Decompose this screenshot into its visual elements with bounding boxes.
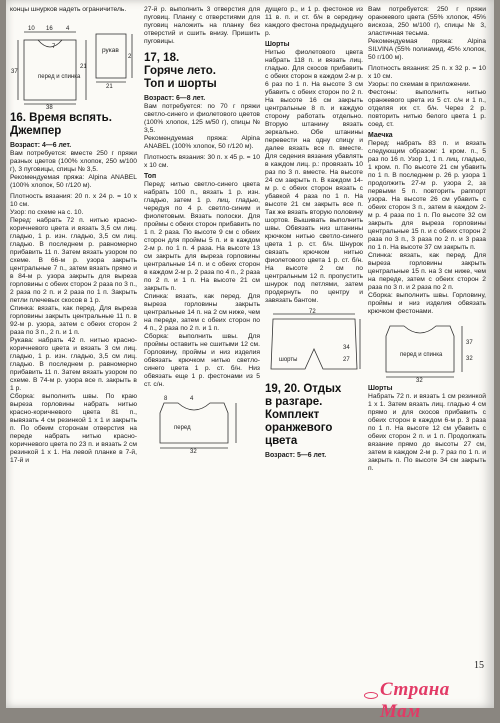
- title-line: 17, 18.: [144, 52, 180, 64]
- column-2: [144, 0, 260, 456]
- dim-label: 32: [466, 356, 473, 363]
- diagram-top: [144, 393, 260, 456]
- yarn-text: Рекомендуемая пряжа: Alpina ANABEL (100% хлопок, 50 г/120 м).: [144, 135, 260, 151]
- watermark-text: Страна Мам: [380, 679, 450, 722]
- section-title: [10, 112, 137, 138]
- age-line: Возраст: 4—6 лет.: [10, 142, 72, 149]
- front-text: Перед: нитью светло-синего цвета набрать 100 п., вязать 1 р. изн. гладью, затем 1 р. лиц. гладью, чередуя по 4 р. светло-синим и фиолетовым. Вязать полоски. Для проймы с обеих сторон прибавить по 1 п. 2 раза. По высоте 9 см с обеих сторон для проймы 5 п. и в каждом 2-м р. по 1 п. 4 раза. На высоте 13 см закрыть для выреза горловины центральные 14 п. и с обеих сторон в каждом 2-м р. 2 раза по 4 п., 2 раза по 2 п. и 1 п. На высоте 21 см закрыть п.: [144, 181, 260, 293]
- page-number: 15: [474, 660, 484, 671]
- dim-label: 8: [164, 396, 168, 403]
- shorts-text: Нитью фиолетового цвета набрать 118 п. и вязать лиц. гладью. Для скосов прибавить с обеих сторон в каждом 2-м р. 6 раз по 1 п. На высоте 3 см убавить с обеих сторон по 2 п. На высоте 16 см закрыть центральные 8 п. и каждую сторону работать отдельно. Вторую штанину вязать зеркально. Обе штанины перевести на одну спицу и далее вязать все п. вместе. Для седения вязания убавлять в каждом лиц. р.: провязать 10 раз по 3 п. вместе. На высоте 24 см закрыть п. В каждом 14-м р. с обеих сторон вязать с убавкой 4 раза по 1 п. На высоте 21 см закрыть все п. Так же вязать вторую половину шортов. Вышивать выполнить швы. Обвязать низ штанины крючком нитью светло-синего цвета 1 р. ст. б/н. Шнурок связать крючком нитью фиолетового цвета 1 р. ст. б/н. На высоте 2 см по центральным 12 п. пропустить шнурок под петлями, затем продернуть по центру и завязать бантом.: [265, 49, 363, 305]
- title-line: Горяче лето.: [144, 65, 216, 77]
- subsection-title: Шорты: [265, 41, 290, 48]
- materials-text: Вам потребуется: по 70 г пряжи светло-синего и фиолетового цветов (100% хлопок, 125 м/50 г), спицы № 3,5.: [144, 103, 260, 135]
- dim-label: 32: [416, 378, 423, 385]
- sleeve-label: рукав: [102, 47, 119, 54]
- yarn-text: Рекомендуемая пряжа: Alpina ANABEL (100% хлопок, 50 г/120 м).: [10, 174, 137, 190]
- dim-label: 27: [343, 357, 350, 364]
- dim-label: 16: [46, 26, 53, 32]
- column-4: [368, 0, 486, 473]
- continuation-text: дущего р., и 1 р. фестонов из 11 в. п. и ст. б/н в середину каждого фестона предыдущего р.: [265, 6, 363, 37]
- yarn-text: Рекомендуемая пряжа: Alpina SILVINA (55% полиамид, 45% хлопок, 50 г/100 м).: [368, 38, 486, 61]
- dim-label: 34: [343, 345, 350, 352]
- subsection-title: Топ: [144, 173, 157, 181]
- title-line: Джемпер: [10, 125, 62, 137]
- title-line: 16. Время вспять.: [10, 112, 112, 124]
- dim-label: 21: [80, 64, 87, 70]
- age-line: Возраст: 6—8 лет.: [144, 95, 206, 102]
- title-line: Комплект: [265, 409, 320, 422]
- dim-label: 37: [466, 340, 473, 347]
- subsection-title: Шорты: [368, 385, 393, 393]
- dim-label: 10: [28, 26, 35, 32]
- column-3: [265, 0, 363, 460]
- dim-label: 4: [66, 26, 70, 32]
- density-text: Плотность вязания: 25 п. х 32 р. = 10 х 10 см.: [368, 65, 486, 80]
- part-label: перед: [174, 425, 191, 432]
- assembly-text: Сборка: выполнить швы. Для проймы оставить не сшитыми 12 см. Горловину, проймы и низ изделия обвязать крючком нитью светло-синего цвета 1 р. ст. б/н. Низ обвязать еще 1 р. фестонами из 5 ст. с/н.: [144, 333, 260, 389]
- subsection-title: Маечка: [368, 132, 393, 139]
- materials-text: Вам потребуется: вместе 250 г пряжи разных цветов (100% хлопок, 250 м/100 г), 3 пуговицы, спицы № 3,5.: [10, 150, 137, 174]
- pattern-text: Узор: по схеме на с. 10.: [10, 209, 84, 217]
- assembly-text: Сборка: выполнить швы. По краю выреза горловины набрать нитью красно-коричневого цвета 81 п., вывязать 4 см резинкой 1 х 1 и закрыть п. По обеим сторонам отверстия на переде набрать нитью красно-коричневого цвета по 23 п. и вязать 2 см резинкой 1 х 1. На левой планке в 7-й, 17-й и: [10, 393, 137, 465]
- title-line: 19, 20. Отдых: [265, 383, 342, 396]
- density-text: Плотность вязания: 30 п. х 45 р. = 10 х 10 см.: [144, 154, 260, 170]
- part-label: перед и спинка: [38, 74, 81, 80]
- magazine-page: [6, 0, 494, 722]
- dim-label: 32: [190, 449, 197, 456]
- pattern-text: Узоры: по схемам в приложении.: [368, 81, 471, 88]
- part-label: перед и спинка: [400, 352, 443, 359]
- dim-label: 72: [309, 309, 316, 316]
- back-text: Спинка: вязать, как перед. Для выреза горловины закрыть центральные 15 п. на 3 см ниже, чем на переде, затем с обеих сторон 2 раза по 3 п. и 2 раза по 2 п.: [368, 252, 486, 292]
- dim-label: 37: [11, 69, 18, 75]
- dim-label: 4: [190, 396, 194, 403]
- dim-label: 2: [128, 54, 132, 60]
- column-1: [10, 0, 137, 465]
- assembly-text: Сборка: выполнить швы. Горловину, проймы и низ изделия обвязать крючком фестонами.: [368, 292, 486, 316]
- dim-label: 7: [52, 44, 56, 50]
- section-title: [144, 52, 260, 91]
- density-text: Плотность вязания: 20 п. х 24 р. = 10 х 10 см.: [10, 193, 137, 209]
- diagram-jumper: [10, 18, 137, 110]
- back-text: Спинка: вязать, как перед. Для выреза горловины закрыть центральные 11 п. в 92-м р. узора, затем с обеих сторон 2 раза по 3 п., 2 п. и 1 п.: [10, 305, 137, 337]
- festoons-text: Фестоны: выполнить нитью оранжевого цвета из 5 ст. с/н и 1 п., отделяя их ст. б/н. Через 2 р. повторить нитью белого цвета 1 р. соед. ст.: [368, 89, 486, 128]
- diagram-tee: [368, 320, 486, 385]
- title-line: Топ и шорты: [144, 78, 217, 90]
- age-line: Возраст: 5—6 лет.: [265, 452, 327, 460]
- section-title: [265, 383, 363, 448]
- title-line: оранжевого цвета: [265, 422, 333, 448]
- front-text: Перед: набрать 72 п. нитью красно-коричневого цвета и вязать 3,5 см лиц. гладью, 1 р. изн. гладью, 3,5 см лиц. гладью. В последнем р. равномерно прибавить 11 п. Затем вязать узором по схеме. В 66-м р. узора закрыть центральные 7 п., затем вязать прямо и в 84-м р. узора закрыть для выреза горловины с обеих сторон 2 раза по 3 п., 2 раза по 2 п. и 2 раза по 1 п. Закрыть петли плечевых скосов в 1 р.: [10, 217, 137, 305]
- continuation-text: концы шнурков надеть ограничитель.: [10, 6, 127, 13]
- part-label: шорты: [279, 357, 298, 364]
- front-text: Перед: набрать 83 п. и вязать следующим образом: 1 кром. п., 5 раз по 16 п. Узор 1, 1 п. лиц. гладью, 1 кром. п. По высоте 21 см убавить по 1 п. В последнем р. 26 р. узора 1 продолжить 27-м р. узора 2, за первыми 5 п. повторить раппорт узора. На высоте 26 см убавить с обеих сторон 3 п., затем в каждом 2-м р. 4 раза по 1 п. По высоте 32 см закрыть для выреза горловины центральные 15 п. и с обеих сторон 2 раза по 3 п., 3 раза по 2 п. и 3 раза по 1 п. На высоте 37 см закрыть п.: [368, 140, 486, 252]
- back-text: Спинка: вязать, как перед. Для выреза горловины закрыть центральные 14 п. на 2 см ниже, чем на переде, затем с обеих сторон по 4 п., 2 раза по 2 п. и 1 п.: [144, 293, 260, 333]
- dove-icon: [364, 692, 378, 699]
- shorts-text: Набрать 72 п. и вязать 1 см резинкой 1 х 1. Затем вязать лиц. гладью 4 см прямо и для скосов прибавить с обеих сторон в каждом 6-м р. 3 раза по 1 п. На высоте 12 см убавить с обеих сторон 2 п. и 1 п. Продолжать вязание прямо до высоты 27 см, затем в каждом 2-м р. 7 раз по 1 п. и закрыть п. По высоте 34 см закрыть п.: [368, 393, 486, 473]
- continuation-text: 27-й р. выполнить 3 отверстия для пуговиц. Планку с отверстиями для пуговиц наложить на планку без отверстий и сшить внизу. Пришить пуговицы.: [144, 6, 260, 45]
- diagram-shorts: [265, 309, 363, 379]
- materials-text: Вам потребуется: 250 г пряжи оранжевого цвета (55% хлопок, 45% вискоза, 250 м/100 г), спицы № 3, эластичная тесьма.: [368, 6, 486, 37]
- watermark-logo: [350, 676, 490, 722]
- title-line: в разгаре.: [265, 396, 323, 409]
- dim-label: 38: [46, 105, 53, 111]
- dim-label: 21: [106, 84, 113, 90]
- sleeves-text: Рукава: набрать 42 п. нитью красно-коричневого цвета и вязать 3 см лиц. гладью, 1 р. изн. гладью, 3,5 см лиц. гладью. В последнем р. равномерно прибавить 11 п. Затем вязать узором по схеме. В 74-м р. узора все п. закрыть в 1 р.: [10, 337, 137, 393]
